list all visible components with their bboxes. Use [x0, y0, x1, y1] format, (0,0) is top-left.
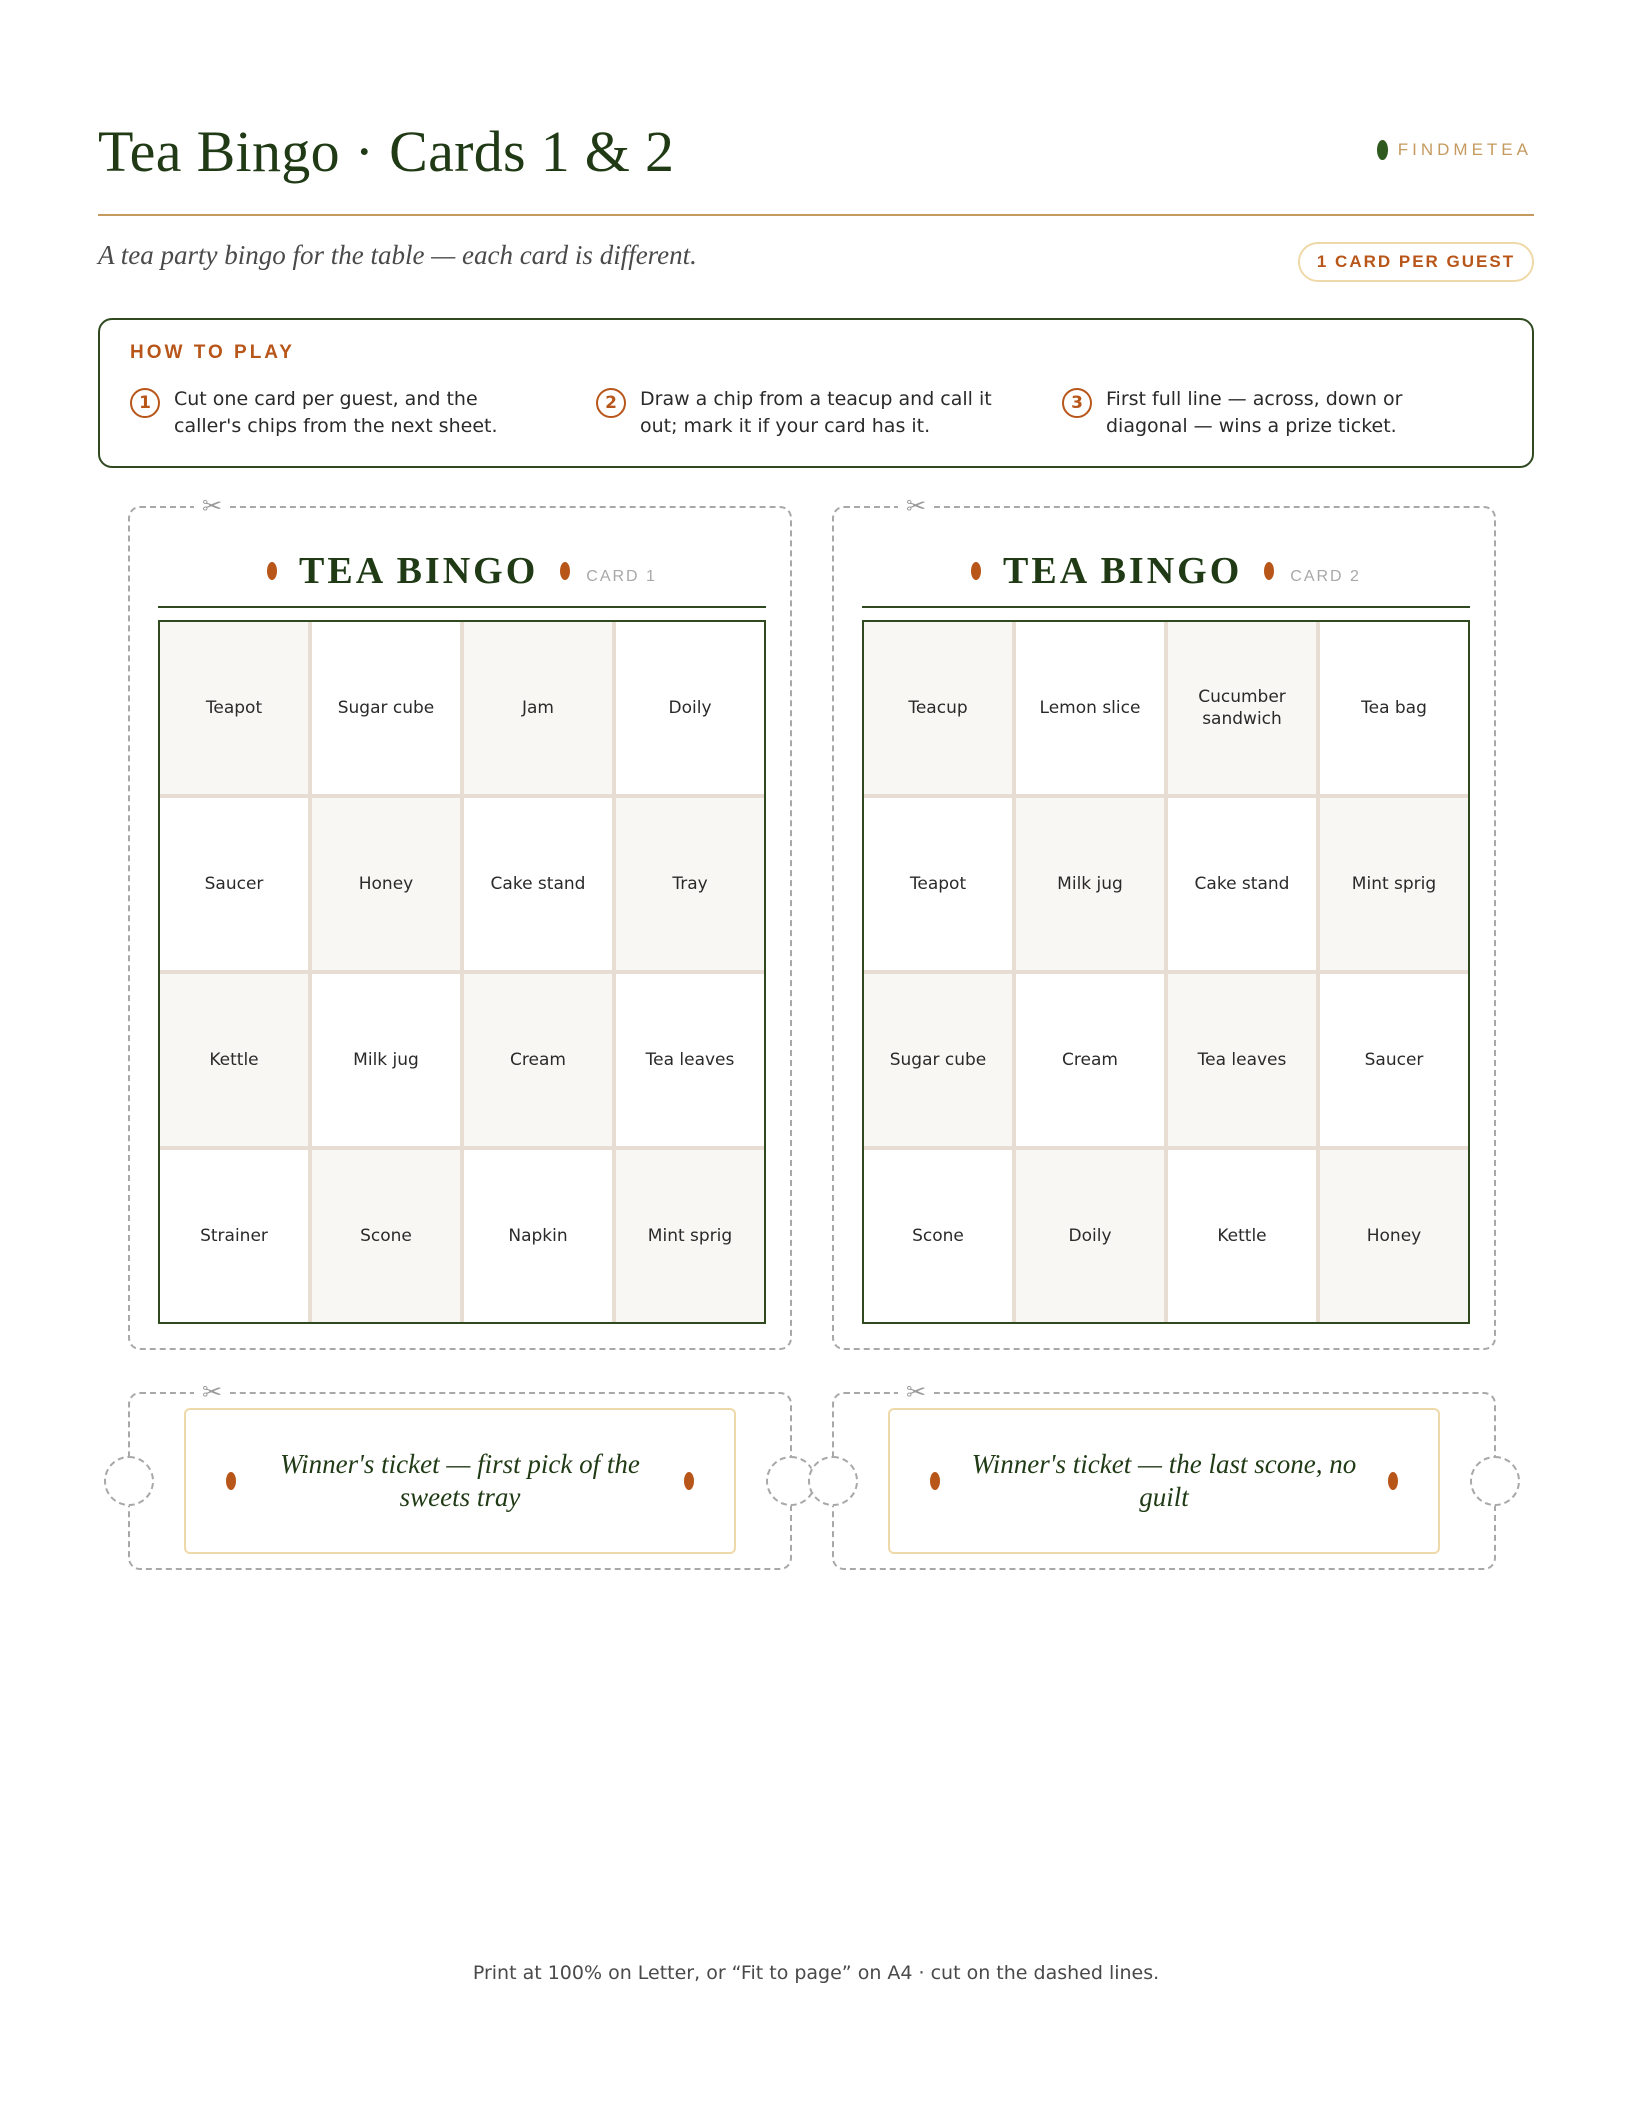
leaf-drop-icon	[684, 1472, 694, 1490]
bingo-cell: Mint sprig	[1320, 798, 1468, 970]
bingo-cell: Honey	[1320, 1150, 1468, 1322]
ticket-text: Winner's ticket — first pick of the sweets tray	[280, 1449, 640, 1512]
card-title: TEA BINGO	[1003, 550, 1243, 592]
bingo-cell: Sugar cube	[312, 622, 460, 794]
step-number: 3	[1062, 388, 1092, 418]
card-header	[862, 536, 1470, 608]
page-header	[98, 118, 1534, 216]
ticket-text: Winner's ticket — the last scone, no guilt	[971, 1449, 1357, 1512]
bingo-cell: Teapot	[160, 622, 308, 794]
card-label: CARD 1	[586, 568, 657, 585]
brand	[1377, 140, 1532, 160]
bingo-cell: Cream	[1016, 974, 1164, 1146]
scissors-icon: ✂	[194, 490, 230, 522]
scissors-icon: ✂	[898, 490, 934, 522]
bingo-cell: Teapot	[864, 798, 1012, 970]
step-3	[1062, 386, 1482, 440]
bingo-cell: Kettle	[1168, 1150, 1316, 1322]
bingo-grid	[158, 620, 766, 1324]
ticket-body	[888, 1408, 1440, 1554]
bingo-cell: Tea leaves	[616, 974, 764, 1146]
bingo-cell: Tea leaves	[1168, 974, 1316, 1146]
ticket-notch	[104, 1456, 154, 1506]
bingo-cell: Jam	[464, 622, 612, 794]
leaf-drop-icon	[267, 562, 277, 580]
bingo-cell: Cucumber sandwich	[1168, 622, 1316, 794]
winner-ticket-2	[832, 1378, 1496, 1570]
bingo-cell: Mint sprig	[616, 1150, 764, 1322]
bingo-cell: Doily	[1016, 1150, 1164, 1322]
bingo-cell: Milk jug	[1016, 798, 1164, 970]
step-text: Draw a chip from a teacup and call it out; mark it if your card has it.	[640, 388, 992, 437]
bingo-cell: Tray	[616, 798, 764, 970]
ticket-notch	[1470, 1456, 1520, 1506]
leaf-drop-icon	[226, 1472, 236, 1490]
bingo-cell: Cream	[464, 974, 612, 1146]
bingo-card-2	[832, 492, 1496, 1350]
brand-name: FINDMETEA	[1397, 140, 1532, 159]
bingo-cell: Doily	[616, 622, 764, 794]
scissors-icon: ✂	[194, 1376, 230, 1408]
how-to-play-box	[98, 318, 1534, 468]
ticket-notch	[808, 1456, 858, 1506]
leaf-drop-icon	[1388, 1472, 1398, 1490]
bingo-cell: Scone	[864, 1150, 1012, 1322]
ticket-body	[184, 1408, 736, 1554]
scissors-icon: ✂	[898, 1376, 934, 1408]
bingo-grid	[862, 620, 1470, 1324]
leaf-drop-icon	[560, 562, 570, 580]
bingo-cell: Kettle	[160, 974, 308, 1146]
bingo-cell: Scone	[312, 1150, 460, 1322]
step-text: First full line — across, down or diagonal — wins a prize ticket.	[1106, 388, 1403, 437]
page-title: Tea Bingo · Cards 1 & 2	[98, 119, 675, 184]
bingo-cell: Saucer	[160, 798, 308, 970]
bingo-cell: Cake stand	[464, 798, 612, 970]
bingo-cell: Honey	[312, 798, 460, 970]
how-to-play-title: HOW TO PLAY	[130, 342, 295, 363]
step-text: Cut one card per guest, and the caller's chips from the next sheet.	[174, 388, 498, 437]
bingo-cell: Cake stand	[1168, 798, 1316, 970]
bingo-card-1	[128, 492, 792, 1350]
winner-ticket-1	[128, 1378, 792, 1570]
step-number: 1	[130, 388, 160, 418]
card-label: CARD 2	[1290, 568, 1361, 585]
leaf-drop-icon	[1264, 562, 1274, 580]
bingo-cell: Napkin	[464, 1150, 612, 1322]
card-header	[158, 536, 766, 608]
leaf-drop-icon	[971, 562, 981, 580]
guest-badge: 1 CARD PER GUEST	[1298, 242, 1534, 282]
leaf-icon	[1377, 140, 1388, 160]
bingo-cell: Milk jug	[312, 974, 460, 1146]
leaf-drop-icon	[930, 1472, 940, 1490]
bingo-cell: Saucer	[1320, 974, 1468, 1146]
bingo-cell: Strainer	[160, 1150, 308, 1322]
print-instructions: Print at 100% on Letter, or “Fit to page” on A4 · cut on the dashed lines.	[472, 1962, 1160, 1984]
bingo-cell: Lemon slice	[1016, 622, 1164, 794]
step-number: 2	[596, 388, 626, 418]
card-title: TEA BINGO	[299, 550, 539, 592]
step-1	[130, 386, 550, 440]
bingo-cell: Sugar cube	[864, 974, 1012, 1146]
step-2	[596, 386, 1016, 440]
bingo-cell: Tea bag	[1320, 622, 1468, 794]
page-subtitle: A tea party bingo for the table — each card is different.	[98, 240, 697, 270]
bingo-cell: Teacup	[864, 622, 1012, 794]
